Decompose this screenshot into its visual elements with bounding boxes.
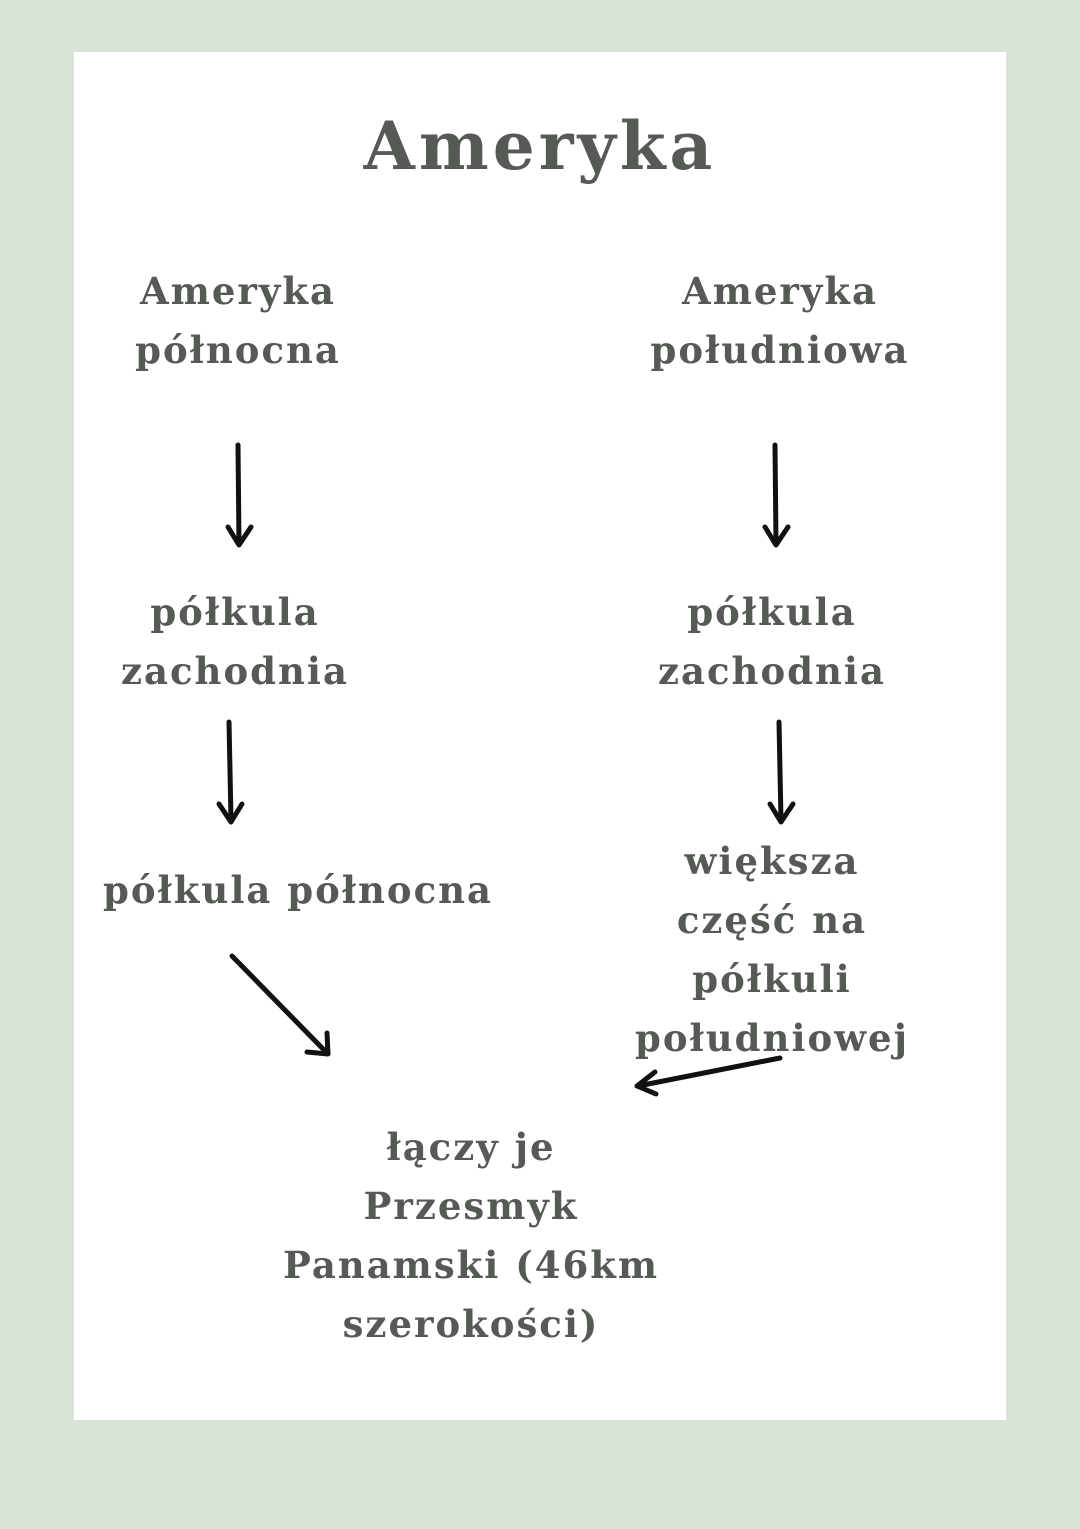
diagram-title: Ameryka bbox=[363, 107, 717, 185]
node-mostly-southern-hemisphere: większa część na półkuli południowej bbox=[635, 839, 909, 1060]
node-northern-hemisphere: półkula północna bbox=[102, 868, 494, 912]
node-south-america: Ameryka południowa bbox=[650, 269, 910, 372]
node-north-america: Ameryka północna bbox=[135, 269, 341, 372]
node-isthmus-of-panama: łączy je Przesmyk Panamski (46km szerokości) bbox=[282, 1125, 660, 1346]
node-left-western-hemisphere: półkula zachodnia bbox=[121, 590, 349, 693]
node-right-western-hemisphere: półkula zachodnia bbox=[658, 590, 886, 693]
